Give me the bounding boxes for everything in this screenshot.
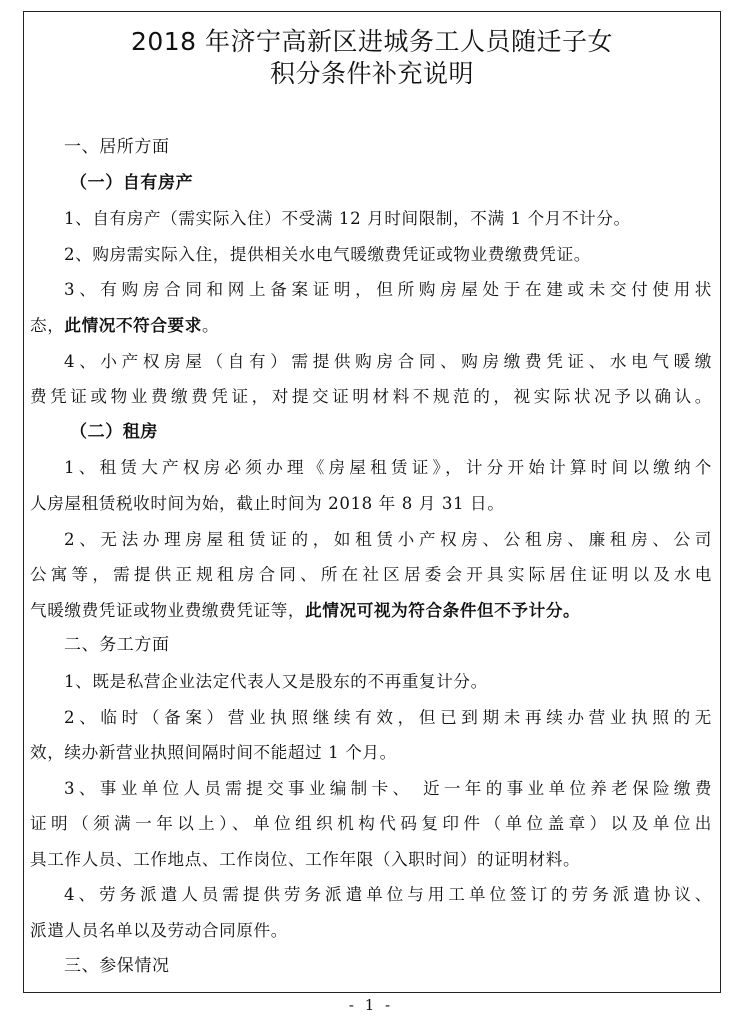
paragraph-line: 3、事业单位人员需提交事业编制卡、 近一年的事业单位养老保险缴费 xyxy=(64,778,712,798)
paragraph-line: 1、自有房产（需实际入住）不受满 12 月时间限制，不满 1 个月不计分。 xyxy=(64,209,631,229)
paragraph-line: 4、劳务派遣人员需提供劳务派遣单位与用工单位签订的劳务派遣协议、 xyxy=(64,885,712,905)
paragraph-line: 2、无法办理房屋租赁证的，如租赁小产权房、公租房、廉租房、公司 xyxy=(64,529,712,549)
paragraph-line: 1、既是私营企业法定代表人又是股东的不再重复计分。 xyxy=(64,671,488,691)
subsection-heading-rental: （二）租房 xyxy=(70,421,158,442)
paragraph-line: 人房屋租赁税收时间为始，截止时间为 2018 年 8 月 31 日。 xyxy=(30,493,505,513)
paragraph-line: 具工作人员、工作地点、工作岗位、工作年限（入职时间）的证明材料。 xyxy=(30,849,581,869)
emphasis-text: 此情况可视为符合条件但不予计分。 xyxy=(305,599,581,620)
section-heading-residence: 一、居所方面 xyxy=(64,137,170,157)
paragraph-line: 公寓等，需提供正规租房合同、所在社区居委会开具实际居住证明以及水电 xyxy=(30,565,712,585)
paragraph-line: 3、有购房合同和网上备案证明，但所购房屋处于在建或未交付使用状 xyxy=(64,280,712,300)
subsection-heading-owned-property: （一）自有房产 xyxy=(70,172,194,193)
paragraph-line xyxy=(30,593,714,629)
paragraph-line xyxy=(30,308,714,344)
page-border-frame xyxy=(23,11,721,993)
page-number: - 1 - xyxy=(348,996,394,1014)
text-run: 气暖缴费凭证或物业费缴费凭证等， xyxy=(30,600,306,620)
text-run: 态， xyxy=(30,315,65,335)
title-line-1: 2018 年济宁高新区进城务工人员随迁子女 xyxy=(130,27,614,56)
paragraph-line: 证明（须满一年以上）、单位组织机构代码复印件（单位盖章）以及单位出 xyxy=(30,814,712,834)
paragraph-line: 1、租赁大产权房必须办理《房屋租赁证》，计分开始计算时间以缴纳个 xyxy=(64,458,712,478)
paragraph-line: 费凭证或物业费缴费凭证，对提交证明材料不规范的，视实际状况予以确认。 xyxy=(30,387,712,407)
paragraph-line: 2、购房需实际入住，提供相关水电气暖缴费凭证或物业费缴费凭证。 xyxy=(64,244,591,264)
title-line-2: 积分条件补充说明 xyxy=(269,59,474,88)
paragraph-line xyxy=(30,984,714,993)
paragraph-line: 4、小产权房屋（自有）需提供购房合同、购房缴费凭证、水电气暖缴 xyxy=(64,351,712,371)
document-title xyxy=(24,26,720,90)
section-heading-insurance: 三、参保情况 xyxy=(64,955,170,976)
document-body xyxy=(24,130,720,993)
paragraph-line: 效，续办新营业执照间隔时间不能超过 1 个月。 xyxy=(30,743,397,763)
section-heading-employment: 二、务工方面 xyxy=(64,635,170,656)
text-run: 。 xyxy=(201,315,220,335)
paragraph-line: 2、临时（备案）营业执照继续有效，但已到期未再续办营业执照的无 xyxy=(64,707,712,727)
emphasis-text: 此情况不符合要求 xyxy=(64,314,202,335)
paragraph-line: 派遣人员名单以及劳动合同原件。 xyxy=(30,921,288,941)
